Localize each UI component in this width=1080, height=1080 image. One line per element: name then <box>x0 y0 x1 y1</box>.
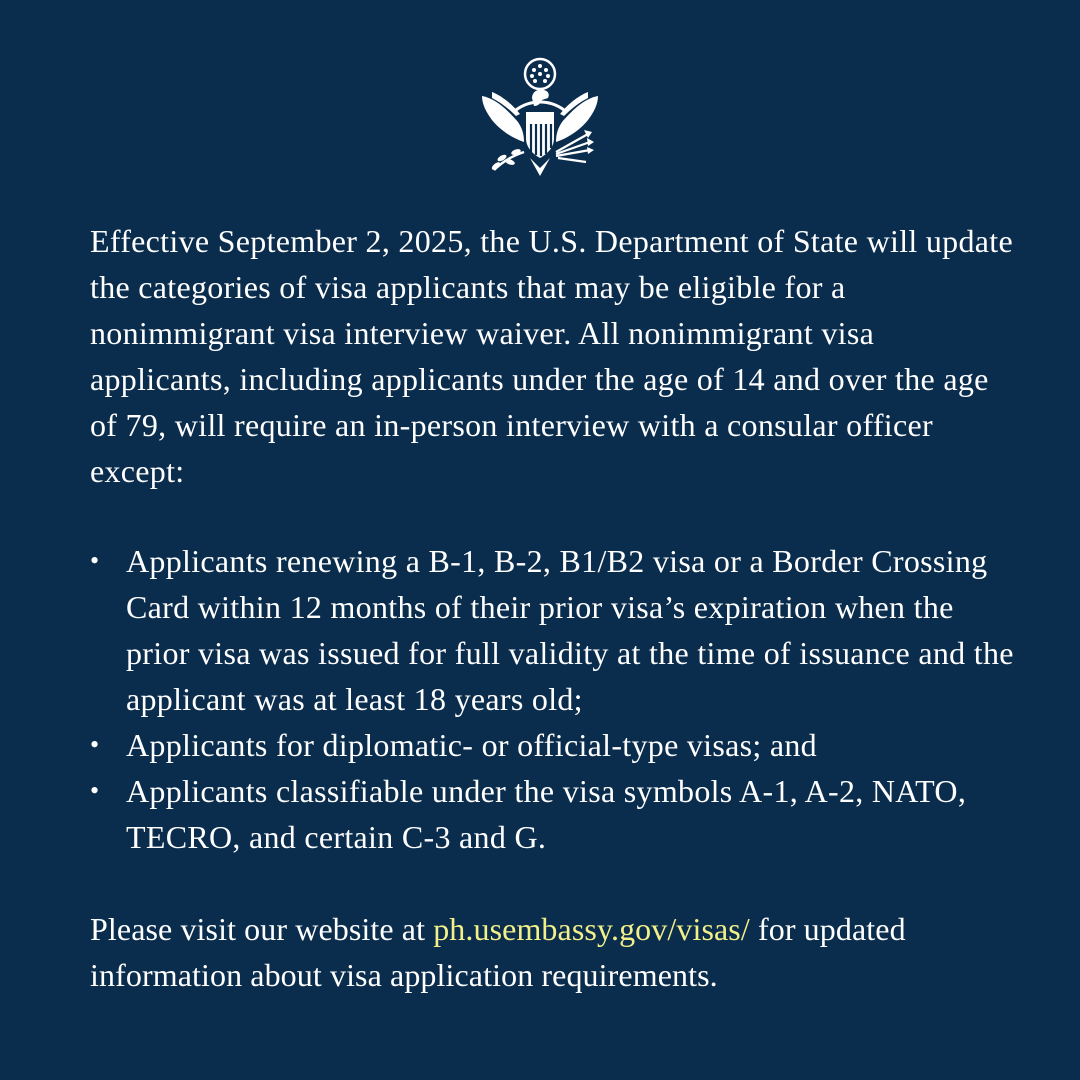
list-item <box>90 768 1020 860</box>
list-item-text: Applicants renewing a B-1, B-2, B1/B2 visa or a Border Crossing Card within 12 months of their prior visa’s expiration when the prior visa was issued for full validity at the time of issuance and the applicant was at least 18 years old; <box>126 543 1014 717</box>
website-link[interactable]: ph.usembassy.gov/visas/ <box>433 911 750 947</box>
exception-list <box>90 538 1020 860</box>
footer-text-before: Please visit our website at <box>90 911 434 947</box>
great-seal-eagle-icon <box>472 52 608 188</box>
footer-paragraph <box>90 906 1020 998</box>
list-item-text: Applicants classifiable under the visa symbols A-1, A-2, NATO, TECRO, and certain C-3 and G. <box>126 773 967 855</box>
list-item-text: Applicants for diplomatic- or official-type visas; and <box>126 727 817 763</box>
notice-content <box>90 218 1020 1030</box>
bullet-marker: • <box>90 730 100 759</box>
list-item <box>90 538 1020 722</box>
list-item <box>90 722 1020 768</box>
intro-paragraph: Effective September 2, 2025, the U.S. Department of State will update the categories of visa applicants that may be eligible for a nonimmigrant visa interview waiver. All nonimmigrant visa applicants, including applicants under the age of 14 and over the age of 79, will require an in-person interview with a consular officer except: <box>90 223 1013 489</box>
bullet-marker: • <box>90 546 100 575</box>
footer-text-after: for updated information about visa application requirements. <box>90 911 906 993</box>
bullet-marker: • <box>90 776 100 805</box>
